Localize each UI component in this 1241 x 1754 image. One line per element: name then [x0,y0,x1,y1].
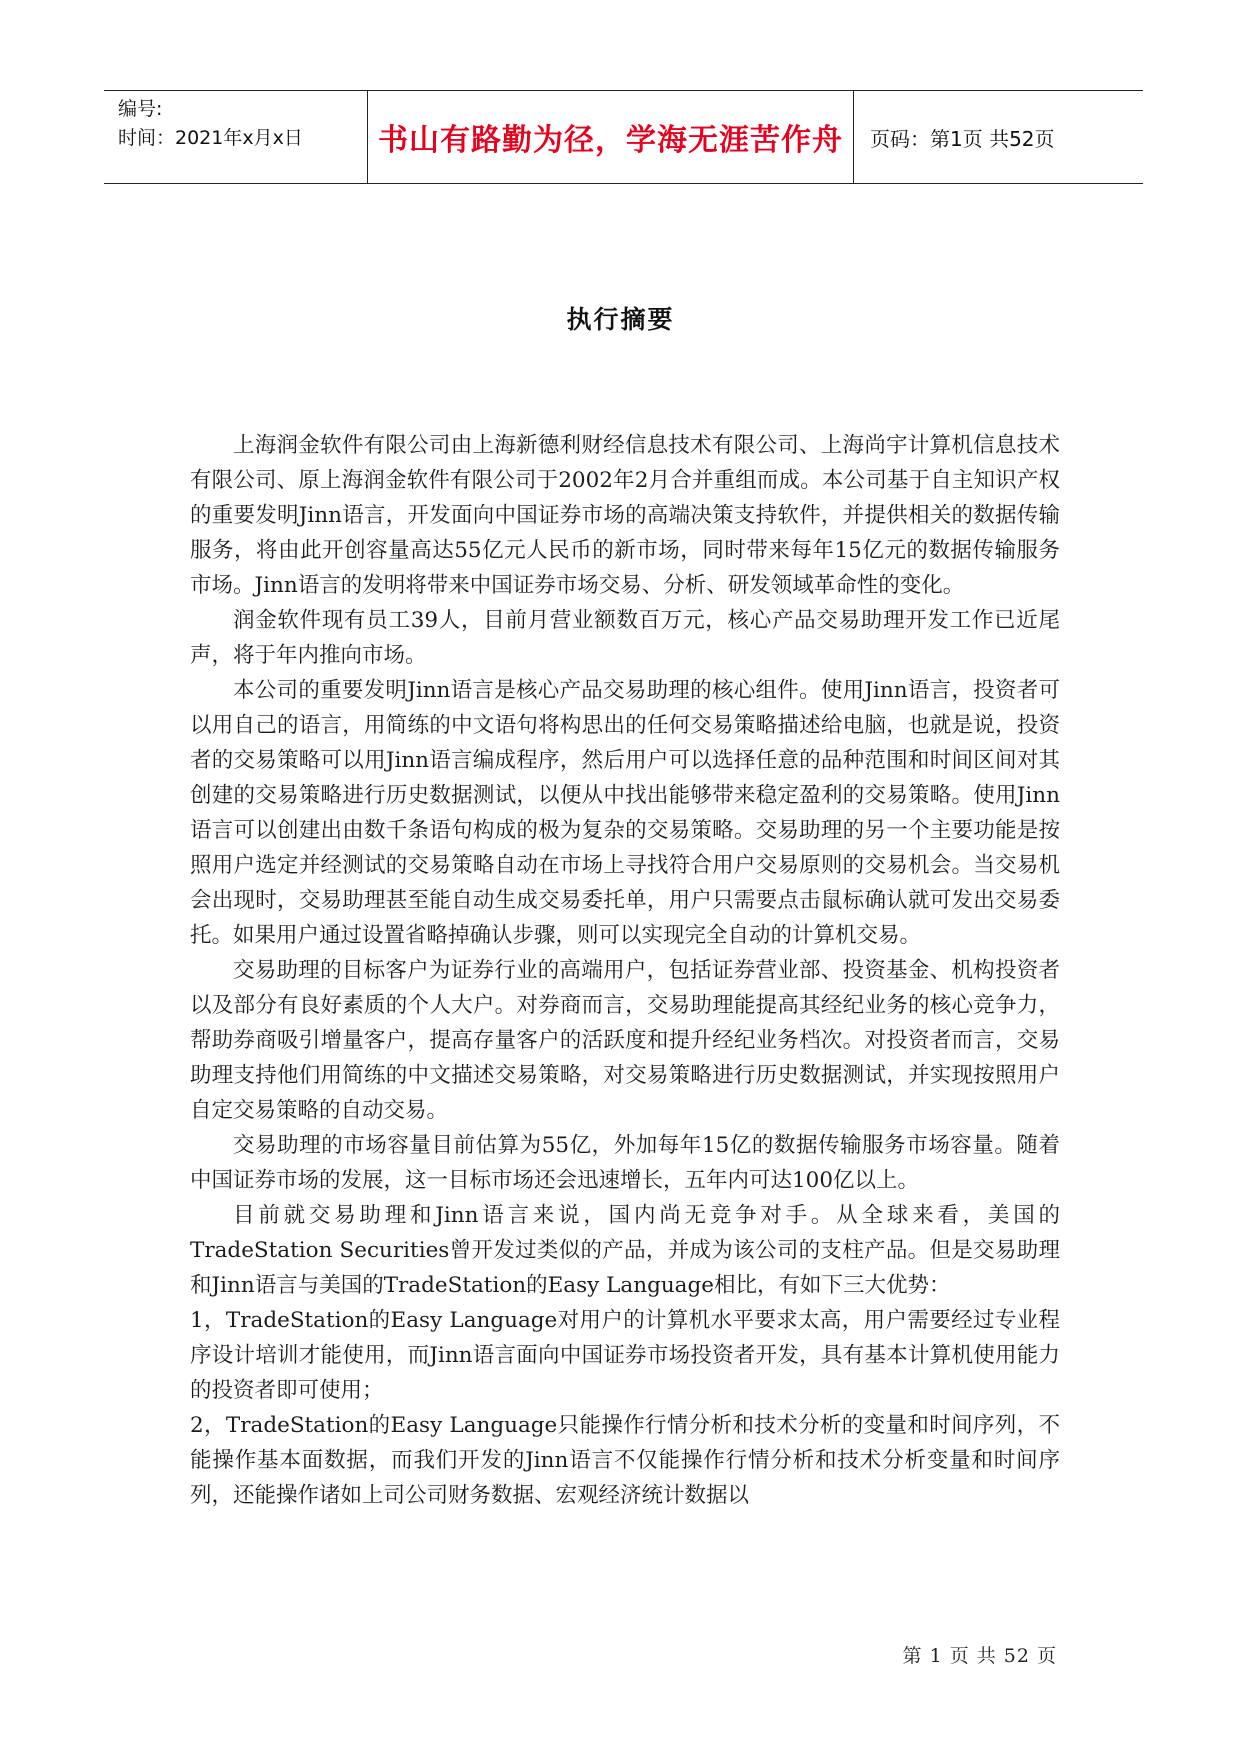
document-time-label: 时间：2021年x月x日 [118,127,303,149]
document-title: 执行摘要 [566,305,675,334]
page-header [104,90,1143,184]
paragraph-intro: 上海润金软件有限公司由上海新德利财经信息技术有限公司、上海尚宇计算机信息技术有限公司、原上海润金软件有限公司于2002年2月合并重组而成。本公司基于自主知识产权的重要发明Jinn语言，开发面向中国证券市场的高端决策支持软件，并提供相关的数据传输服务，将由此开创容量高达55亿元人民币的新市场，同时带来每年15亿元的数据传输服务市场。Jinn语言的发明将带来中国证券市场交易、分析、研发领域革命性的变化。 [190,433,1060,598]
document-number-label: 编号: [118,98,163,120]
page-footer: 第 1 页 共 52 页 [902,1645,1057,1667]
advantage-item-1: 1，TradeStation的Easy Language对用户的计算机水平要求太高，用户需要经过专业程序设计培训才能使用，而Jinn语言面向中国证券市场投资者开发，具有基本计算机使用能力的投资者即可使用； [190,1308,1060,1403]
header-page-code: 页码：第1页 共52页 [870,126,1055,151]
document-body [190,428,1060,1513]
paragraph-target-customers: 交易助理的目标客户为证券行业的高端用户，包括证券营业部、投资基金、机构投资者以及部分有良好素质的个人大户。对券商而言，交易助理能提高其经纪业务的核心竞争力，帮助券商吸引增量客户，提高存量客户的活跃度和提升经纪业务档次。对投资者而言，交易助理支持他们用简练的中文描述交易策略，对交易策略进行历史数据测试，并实现按照用户自定交易策略的自动交易。 [190,958,1060,1123]
paragraph-staff: 润金软件现有员工39人，目前月营业额数百万元，核心产品交易助理开发工作已近尾声，将于年内推向市场。 [190,608,1060,668]
advantage-item-2: 2，TradeStation的Easy Language只能操作行情分析和技术分析的变量和时间序列，不能操作基本面数据，而我们开发的Jinn语言不仅能操作行情分析和技术分析变量和时间序列，还能操作诸如上司公司财务数据、宏观经济统计数据以 [190,1413,1060,1508]
paragraph-market-size: 交易助理的市场容量目前估算为55亿，外加每年15亿的数据传输服务市场容量。随着中国证券市场的发展，这一目标市场还会迅速增长，五年内可达100亿以上。 [190,1133,1060,1193]
paragraph-competition: 目前就交易助理和Jinn语言来说，国内尚无竞争对手。从全球来看，美国的TradeStation Securities曾开发过类似的产品，并成为该公司的支柱产品。但是交易助理和Jinn语言与美国的TradeStation的Easy Language相比，有如下三大优势： [190,1203,1060,1298]
paragraph-jinn-language: 本公司的重要发明Jinn语言是核心产品交易助理的核心组件。使用Jinn语言，投资者可以用自己的语言，用简练的中文语句将构思出的任何交易策略描述给电脑，也就是说，投资者的交易策略可以用Jinn语言编成程序，然后用户可以选择任意的品种范围和时间区间对其创建的交易策略进行历史数据测试，以便从中找出能够带来稳定盈利的交易策略。使用Jinn语言可以创建出由数千条语句构成的极为复杂的交易策略。交易助理的另一个主要功能是按照用户选定并经测试的交易策略自动在市场上寻找符合用户交易原则的交易机会。当交易机会出现时，交易助理甚至能自动生成交易委托单，用户只需要点击鼠标确认就可发出交易委托。如果用户通过设置省略掉确认步骤，则可以实现完全自动的计算机交易。 [190,678,1060,948]
header-motto: 书山有路勤为径，学海无涯苦作舟 [368,91,854,183]
header-meta [104,91,368,183]
